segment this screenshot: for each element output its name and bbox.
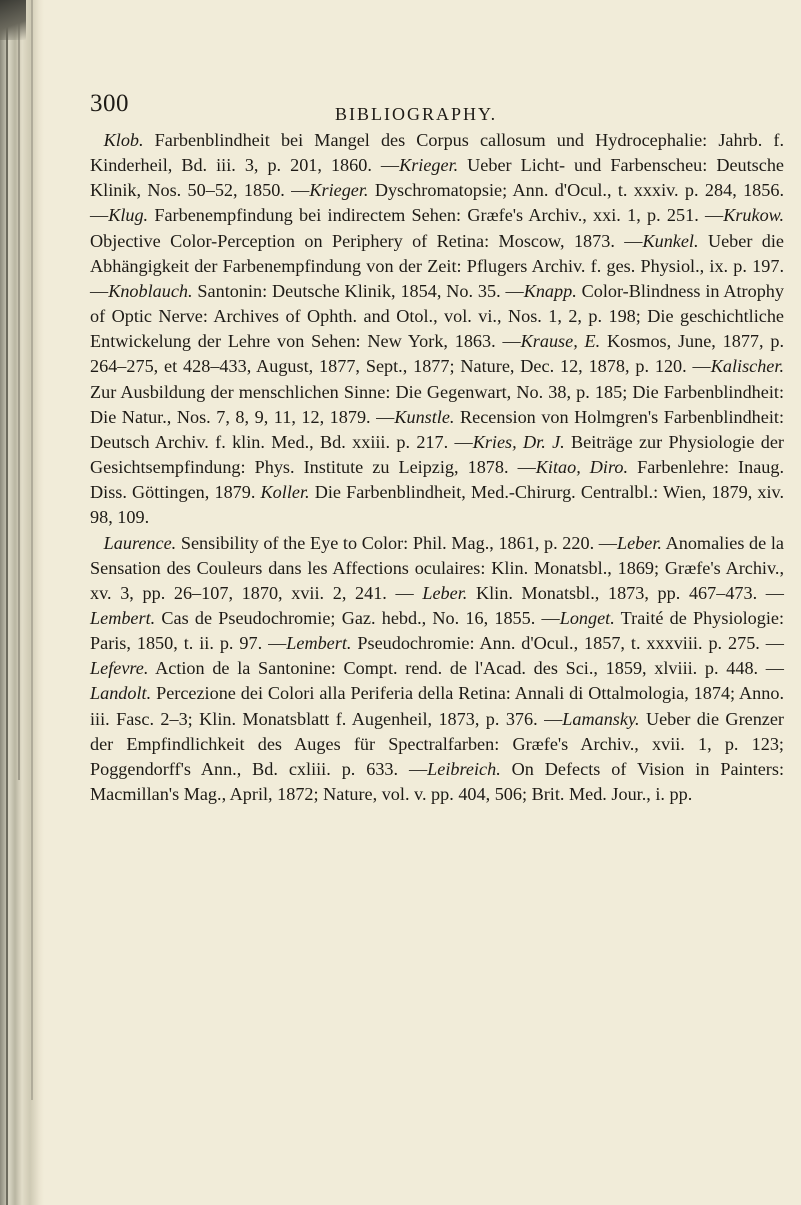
citation-text: Santonin: Deutsche Klinik, 1854, No. 35. — (192, 280, 524, 301)
author-name: Klug. (108, 205, 149, 226)
author-name: Longet. (559, 607, 615, 628)
author-name: Leibreich. (427, 758, 501, 779)
author-name: Kitao, Diro. (535, 457, 629, 478)
page-corner-shadow (0, 0, 26, 40)
citation-text: Color-Blindness in Atrophy of Optic Nerve: Archives of Ophth. and Otol., vol. vi., Nos. 1, 2, p. 198; Die geschichtliche Entwickelung der Lehre von Sehen: New York, 1863. — (90, 280, 784, 352)
citation-text: Recension von Holmgren's Farbenblindheit: Deutsch Archiv. f. klin. Med., Bd. xxiii. p. 217. — (90, 406, 785, 452)
citation-text: Percezione dei Colori alla Periferia della Retina: Annali di Ottalmologia, 1874; Anno. iii. Fasc. 2–3; Klin. Monatsblatt f. Augenheil, 1873, p. 376. — (90, 683, 784, 729)
author-name: Leber. (422, 582, 468, 603)
author-name: Krieger. (309, 180, 369, 201)
author-name: Koller. (260, 482, 310, 503)
author-name: Klob. (103, 130, 144, 150)
author-name: Krause, E. (520, 331, 601, 352)
gutter-edge-line (18, 0, 20, 780)
citation-text: Anomalies de la Sensation des Couleurs dans les Affections oculaires: Klin. Monatsbl., 1869; Græfe's Archiv., xv. 3, pp. 26–107, 1870, xvii. 2, 241. — (90, 532, 784, 603)
author-name: Kries, Dr. J. (472, 431, 565, 452)
author-name: Lefevre. (90, 658, 149, 679)
author-name: Lembert. (286, 633, 352, 654)
citation-text: Beiträge zur Physiologie der Gesichtsempfindung: Phys. Institute zu Leipzig, 1878. — (90, 431, 784, 478)
author-name: Laurence. (103, 532, 177, 553)
bibliography-paragraph-l (90, 531, 784, 808)
citation-text: Cas de Pseudochromie; Gaz. hebd., No. 16, 1855. — (155, 607, 560, 628)
citation-text: Ueber Licht- und Farbenscheu: Deutsche Klinik, Nos. 50–52, 1850. — (90, 155, 784, 201)
citation-text: Action de la Santonine: Compt. rend. de l'Acad. des Sci., 1859, xlviii. p. 448. — (148, 658, 784, 679)
author-name: Knapp. (523, 280, 577, 301)
author-name: Knoblauch. (108, 280, 193, 301)
author-name: Kunstle. (394, 406, 455, 427)
gutter-edge-line (31, 0, 33, 1100)
citation-text: Sensibility of the Eye to Color: Phil. Mag., 1861, p. 220. — (176, 532, 617, 553)
citation-text: Zur Ausbildung der menschlichen Sinne: Die Gegenwart, No. 38, p. 185; Die Farbenblindheit: Die Natur., Nos. 7, 8, 9, 11, 12, 1879. — (90, 381, 784, 427)
citation-text: Traité de Physiologie: Paris, 1850, t. ii. p. 97. — (90, 607, 785, 654)
author-name: Kunkel. (642, 230, 699, 251)
author-name: Lamansky. (562, 708, 640, 729)
citation-text: Ueber die Grenzer der Empfindlichkeit des Auges für Spectralfarben: Græfe's Archiv., xvii. 1, p. 123; Poggendorff's Ann., Bd. cxliii. p. 633. — (90, 708, 784, 779)
bibliography-body (90, 128, 784, 807)
citation-text: Farbenempfindung bei indirectem Sehen: Græfe's Archiv., xxi. 1, p. 251. — (148, 205, 724, 226)
running-head: BIBLIOGRAPHY. (335, 104, 498, 124)
citation-text: Farbenblindheit bei Mangel des Corpus callosum und Hydrocephalie: Jahrb. f. Kinderheil, Bd. iii. 3, p. 201, 1860. — (90, 130, 784, 176)
citation-text: Die Farbenblindheit, Med.-Chirurg. Centralbl.: Wien, 1879, xiv. 98, 109. (90, 482, 784, 528)
bibliography-paragraph-k (90, 128, 784, 531)
citation-text: Pseudochromie: Ann. d'Ocul., 1857, t. xxxviii. p. 275. — (351, 633, 784, 654)
author-name: Landolt. (90, 683, 152, 704)
author-name: Krukow. (723, 205, 784, 226)
book-gutter-shadow (0, 0, 44, 1205)
citation-text: Objective Color-Perception on Periphery of Retina: Moscow, 1873. — (90, 230, 643, 251)
page-number: 300 (90, 90, 129, 117)
citation-text: On Defects of Vision in Painters: Macmillan's Mag., April, 1872; Nature, vol. v. pp. 404, 506; Brit. Med. Jour., i. pp. (90, 758, 784, 805)
citation-text: Farbenlehre: Inaug. Diss. Göttingen, 1879. (90, 457, 785, 503)
author-name: Leber. (616, 532, 662, 553)
author-name: Lembert. (90, 607, 156, 628)
author-name: Krieger. (399, 155, 459, 176)
citation-text: Klin. Monatsbl., 1873, pp. 467–473. — (467, 582, 784, 603)
citation-text: Ueber die Abhängigkeit der Farbenempfindung von der Zeit: Pflugers Archiv. f. ges. Physiol., ix. p. 197. — (90, 230, 784, 301)
citation-text: Dyschromatopsie; Ann. d'Ocul., t. xxxiv. p. 284, 1856. — (90, 180, 784, 226)
author-name: Kalischer. (710, 356, 784, 377)
gutter-edge-line (6, 0, 8, 1205)
citation-text: Kosmos, June, 1877, p. 264–275, et 428–433, August, 1877, Sept., 1877; Nature, Dec. 12, 1878, p. 120. — (90, 331, 784, 377)
